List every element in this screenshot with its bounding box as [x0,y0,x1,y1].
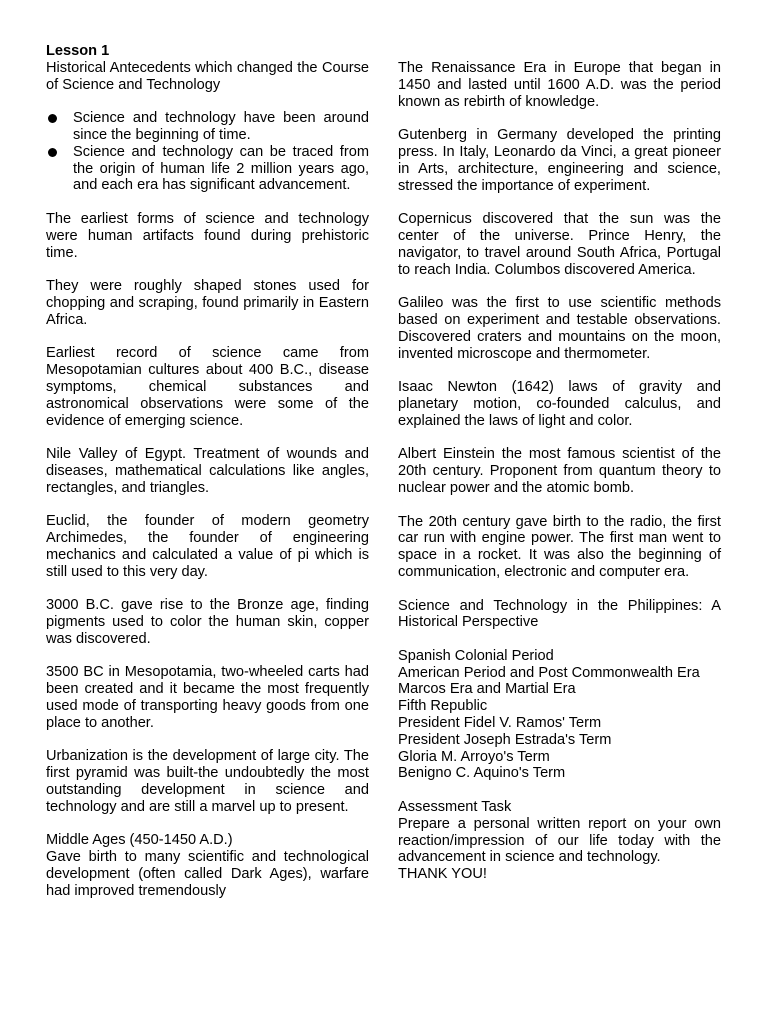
paragraph-einstein: Albert Einstein the most famous scientist of the 20th century. Proponent from quantum theory to nuclear power and the atomic bomb. [398,446,721,496]
bullet-item: Science and technology can be traced from the origin of human life 2 million years ago, and each era has significant advancement. [46,144,369,194]
paragraph-euclid: Euclid, the founder of modern geometry Archimedes, the founder of engineering mechanics and calculated a value of pi which is still used to this very day. [46,513,369,580]
period-item: Gloria M. Arroyo's Term [398,748,550,765]
period-item: Benigno C. Aquino's Term [398,765,566,782]
paragraph-bronze-age: 3000 B.C. gave rise to the Bronze age, finding pigments used to color the human skin, copper was discovered. [46,597,369,647]
assessment-heading: Assessment Task [398,799,512,816]
paragraph-carts: 3500 BC in Mesopotamia, two-wheeled carts had been created and it became the most frequently used mode of transporting heavy goods from one place to another. [46,664,369,731]
paragraph-philippines: Science and Technology in the Philippines: A Historical Perspective [398,597,721,631]
period-item: Spanish Colonial Period [398,647,554,664]
lesson-title: Lesson 1 [46,43,110,59]
paragraph-20th-century: The 20th century gave birth to the radio, the first car run with engine power. The first man went to space in a rocket. It was also the beginning of communication, electronic and computer era. [398,513,721,580]
paragraph-renaissance: The Renaissance Era in Europe that began in 1450 and lasted until 1600 A.D. was the period known as rebirth of knowledge. [398,60,721,110]
lesson-subtitle: Historical Antecedents which changed the Course of Science and Technology [46,59,369,93]
bullet-list [46,110,369,194]
right-column [398,60,721,883]
period-item: President Joseph Estrada's Term [398,731,612,748]
paragraph-stones: They were roughly shaped stones used for chopping and scraping, found primarily in Eastern Africa. [46,278,369,328]
period-item: Marcos Era and Martial Era [398,681,576,698]
paragraph-nile-valley: Nile Valley of Egypt. Treatment of wounds and diseases, mathematical calculations like angles, rectangles, and triangles. [46,446,369,496]
paragraph-gutenberg: Gutenberg in Germany developed the printing press. In Italy, Leonardo da Vinci, a great pioneer in Arts, architecture, engineering and science, stressed the importance of experiment. [398,127,721,194]
middle-ages-heading: Middle Ages (450-1450 A.D.) [46,832,233,849]
period-item: Fifth Republic [398,698,488,715]
bullet-item: Science and technology have been around since the beginning of time. [46,110,369,144]
middle-ages-text: Gave birth to many scientific and technological development (often called Dark Ages), warfare had improved tremendously [46,849,369,899]
closing-text: THANK YOU! [398,866,487,883]
assessment-text: Prepare a personal written report on your own reaction/impression of our life today with the advancement in science and technology. [398,815,721,866]
paragraph-urbanization: Urbanization is the development of large city. The first pyramid was built-the undoubtedly the most outstanding development in science and technology and are still a marvel up to present. [46,748,369,815]
paragraph-prehistoric: The earliest forms of science and technology were human artifacts found during prehistoric time. [46,210,369,261]
paragraph-mesopotamia-science: Earliest record of science came from Mesopotamian cultures about 400 B.C., disease symptoms, chemical substances and astronomical observations were some of the evidence of emerging science. [46,345,369,429]
periods-list [398,648,721,782]
period-item: American Period and Post Commonwealth Era [398,664,700,681]
paragraph-newton: Isaac Newton (1642) laws of gravity and planetary motion, co-founded calculus, and explained the laws of light and color. [398,379,721,429]
period-item: President Fidel V. Ramos' Term [398,715,602,732]
paragraph-galileo: Galileo was the first to use scientific methods based on experiment and testable observations. Discovered craters and mountains on the moon, invented microscope and thermometer. [398,295,721,362]
paragraph-copernicus: Copernicus discovered that the sun was the center of the universe. Prince Henry, the navigator, to travel around South Africa, Portugal to reach India. Columbos discovered America. [398,211,721,278]
left-column [46,43,369,900]
